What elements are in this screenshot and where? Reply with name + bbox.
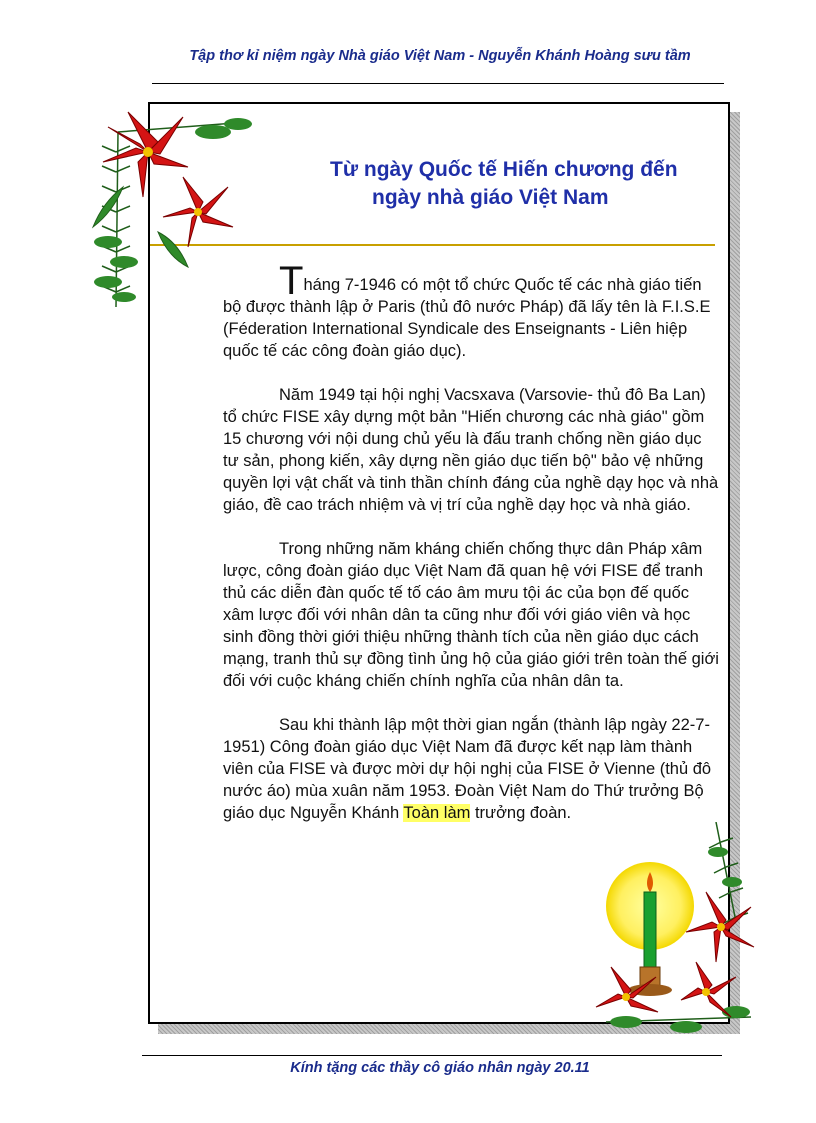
paragraph-4 xyxy=(223,714,719,824)
document-title xyxy=(330,156,720,212)
page-footer: Kính tặng các thầy cô giáo nhân ngày 20.11 xyxy=(290,1060,590,1076)
footer-rule xyxy=(142,1055,722,1056)
drop-cap: T xyxy=(279,259,304,303)
title-line-1: Từ ngày Quốc tế Hiến chương đến xyxy=(330,158,678,181)
article-body xyxy=(223,259,719,846)
header-rule xyxy=(152,83,724,84)
paragraph-1 xyxy=(223,259,719,362)
poinsettia-corner-icon xyxy=(88,92,258,312)
paragraph-3: Trong những năm kháng chiến chống thực dân Pháp xâm lược, công đoàn giáo dục Việt Nam đã quan hệ với FISE để tranh thủ các diễn đàn quốc tế tố cáo âm mưu tội ác của bọn đế quốc xâm lược đối với nhân dân ta cũng như đối với giáo viên và học sinh đồng thời giới thiệu những thành tích của nền giáo dục cách mạng, tranh thủ sự đồng tình ủng hộ của giáo giới trên toàn thế giới đối với cuộc kháng chiến chính nghĩa của nhân dân ta. xyxy=(223,540,719,690)
paragraph-4-text: Sau khi thành lập một thời gian ngắn (thành lập ngày 22-7-1951) Công đoàn giáo dục Việt Nam đã được kết nạp làm thành viên của FISE và được mời dự hội nghị của FISE ở Vienne (thủ đô nước áo) mùa xuân năm 1953. Đoàn Việt Nam do Thứ trưởng Bộ giáo dục Nguyễn Khánh xyxy=(223,716,712,822)
candle-poinsettia-icon xyxy=(586,822,756,1037)
highlighted-text: Toàn làm xyxy=(403,804,471,822)
title-line-2: ngày nhà giáo Việt Nam xyxy=(372,186,609,209)
paragraph-2: Năm 1949 tại hội nghị Vacsxava (Varsovie- thủ đô Ba Lan) tổ chức FISE xây dựng một bản "Hiến chương các nhà giáo" gồm 15 chương với nội dung chủ yếu là đấu tranh chống nền giáo dục tư sản, phong kiến, xây dựng nền giáo dục tiến bộ" bảo vệ những quyền lợi vật chất và tinh thần chính đáng của nghề dạy học và nhà giáo, đề cao trách nhiệm và vị trí của nghề dạy học và nhà giáo. xyxy=(223,386,719,514)
paragraph-4-end: trưởng đoàn. xyxy=(470,804,572,822)
paragraph-1-text: háng 7-1946 có một tổ chức Quốc tế các nhà giáo tiến bộ được thành lập ở Paris (thủ đô nước Pháp) đã lấy tên là F.I.S.E (Féderation International Syndicale des Enseignants - Liên hiệp quốc tế các công đoàn giáo dục). xyxy=(223,276,711,360)
page-header: Tập thơ kỉ niệm ngày Nhà giáo Việt Nam - Nguyễn Khánh Hoàng sưu tầm xyxy=(189,48,691,64)
